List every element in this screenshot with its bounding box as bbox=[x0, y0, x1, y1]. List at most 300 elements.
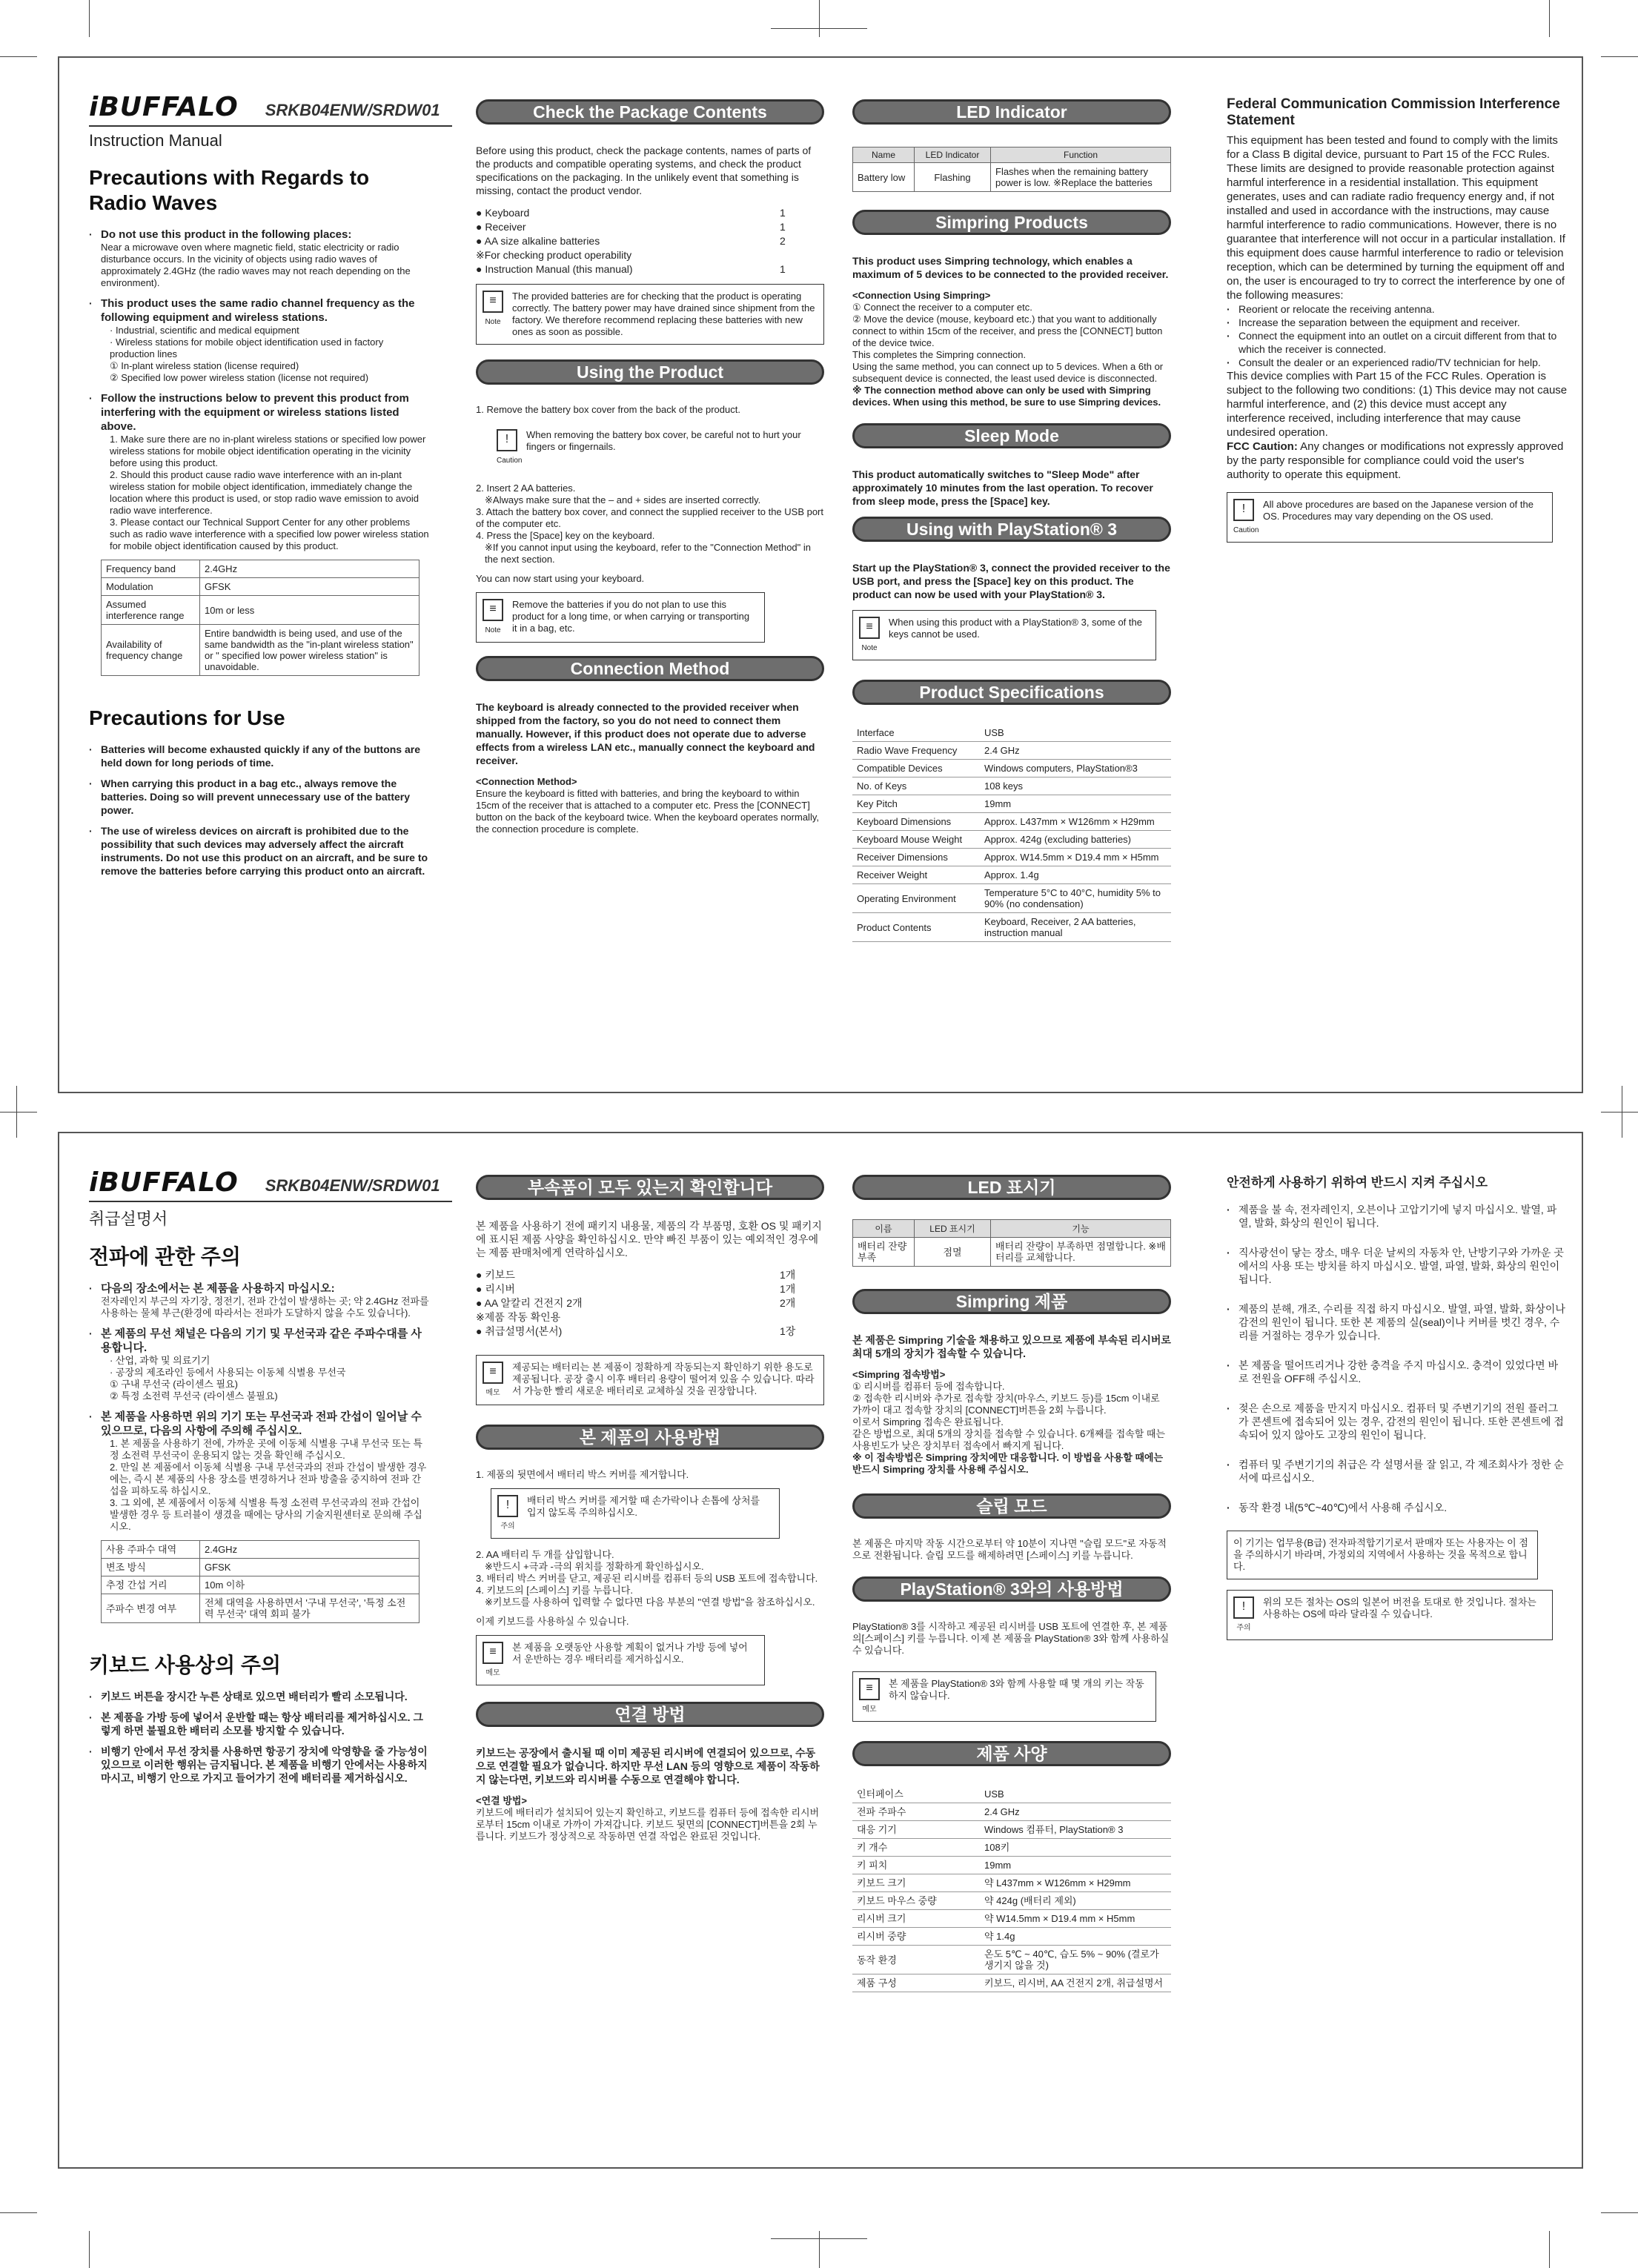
spec-value: 약 W14.5mm × D19.4 mm × H5mm bbox=[980, 1910, 1171, 1928]
package-item-name: ● Keyboard bbox=[476, 207, 530, 219]
spec-row bbox=[852, 813, 1171, 831]
radio-subitem: 2. 만일 본 제품에서 이동체 식별용 구내 무선국과의 전파 간섭이 발생한 경우에는, 즉시 본 제품의 사용 장소를 변경하거나 전파 방출을 중지하여 전파 간섭을 피하도록 하십시오. bbox=[110, 1462, 427, 1496]
package-item-qty bbox=[780, 248, 824, 262]
radio-spec-table bbox=[101, 1540, 420, 1623]
package-note-box bbox=[476, 1355, 824, 1405]
ko-column-4 bbox=[1227, 1175, 1568, 2152]
table-cell: GFSK bbox=[200, 1559, 420, 1576]
led-table bbox=[852, 147, 1171, 192]
korean-sheet bbox=[58, 1132, 1583, 2169]
simpring-step: Using the same method, you can connect up to 5 devices. When a 6th or subsequent device is connected, the least used device is disconnected. bbox=[852, 361, 1164, 384]
radio-subitem: · Wireless stations for mobile object identification used in factory production lines bbox=[110, 336, 384, 359]
ps3-note-box bbox=[852, 610, 1156, 660]
package-item-name: ※제품 작동 확인용 bbox=[476, 1311, 561, 1323]
package-intro: Before using this product, check the package contents, names of parts of the products and compatible operating systems, and check the product specifications on the packaging. In the unlikely event that something is missing, contact the product vendor. bbox=[476, 145, 812, 196]
simpring-step: ① Connect the receiver to a computer etc. bbox=[852, 302, 1032, 313]
table-cell: 배터리 잔량 부족 bbox=[853, 1238, 915, 1267]
spec-row bbox=[852, 777, 1171, 795]
spec-row bbox=[852, 1974, 1171, 1992]
crop-mark bbox=[1549, 0, 1550, 37]
simpring-step: 같은 방법으로, 최대 5개의 장치를 접속할 수 있습니다. 6개째를 접속할 때는 사용빈도가 낮은 장치부터 접속에서 빠지게 됩니다. bbox=[852, 1428, 1165, 1451]
radio-subitem: · Industrial, scientific and medical equipment bbox=[110, 325, 299, 336]
spec-label: Radio Wave Frequency bbox=[852, 742, 980, 760]
table-cell: Flashes when the remaining battery power is low. ※Replace the batteries bbox=[991, 163, 1171, 192]
package-item-qty: 1 bbox=[780, 207, 786, 219]
table-cell: 배터리 잔량이 부족하면 점멸합니다. ※배터리를 교체합니다. bbox=[991, 1238, 1171, 1267]
spec-row bbox=[852, 1946, 1171, 1974]
spec-row bbox=[852, 849, 1171, 866]
package-item bbox=[476, 206, 824, 220]
ps3-note-text: When using this product with a PlayStation® 3, some of the keys cannot be used. bbox=[889, 617, 1142, 640]
spec-value: 키보드, 리시버, AA 건전지 2개, 취급설명서 bbox=[980, 1974, 1171, 1992]
connection-bold-text: 키보드는 공장에서 출시될 때 이미 제공된 리시버에 연결되어 있으므로, 수동으로 연결할 필요가 없습니다. 하지만 무선 LAN 등의 영향으로 제품이 작동하지 않는다면, 키보드와 리시버를 수동으로 연결해야 합니다. bbox=[476, 1747, 820, 1785]
radio-section bbox=[80, 1244, 430, 1623]
spec-value: 19mm bbox=[980, 1857, 1171, 1874]
simpring-bold-text: 본 제품은 Simpring 기술을 채용하고 있으므로 제품에 부속된 리시버로 최대 5개의 장치가 접속할 수 있습니다. bbox=[852, 1334, 1171, 1359]
spec-value: Approx. L437mm × W126mm × H29mm bbox=[980, 813, 1171, 831]
table-row bbox=[102, 596, 420, 625]
radio-subitem: 2. Should this product cause radio wave interference with an in-plant wireless station for mobile object identification, immediately change the location where this product is used, or stop radio wave emission to avoid radio wave interference. bbox=[110, 469, 419, 516]
table-header: 기능 bbox=[991, 1220, 1171, 1238]
radio-subitem: ② Specified low power wireless station (license not required) bbox=[110, 372, 369, 383]
note-icon: ≡ Note bbox=[483, 291, 503, 338]
ko-column-2 bbox=[476, 1175, 824, 2152]
use-section bbox=[80, 1653, 430, 1785]
using-note-box bbox=[476, 1635, 765, 1685]
use-item: · 키보드 버튼을 장시간 누른 상태로 있으면 배터리가 빨리 소모됩니다. bbox=[89, 1690, 430, 1703]
using-caution-box bbox=[491, 1488, 780, 1539]
spec-value: 온도 5℃ ~ 40℃, 습도 5% ~ 90% (결로가 생기지 않을 것) bbox=[980, 1946, 1171, 1974]
spec-row bbox=[852, 795, 1171, 813]
ko-column-3 bbox=[852, 1175, 1171, 2152]
led-banner: LED 표시기 bbox=[852, 1175, 1171, 1200]
fcc-title: Federal Communication Commission Interference Statement bbox=[1227, 96, 1560, 128]
package-note-text: 제공되는 배터리는 본 제품이 정확하게 작동되는지 확인하기 위한 용도로 제공됩니다. 공장 출시 이후 배터리 용량이 떨어져 있을 수 있습니다. 따라서 가능한 빨리 새로운 배터리로 교체하실 것을 권장합니다. bbox=[512, 1362, 815, 1396]
package-item bbox=[476, 1282, 824, 1296]
table-cell: Flashing bbox=[915, 163, 991, 192]
using-step-note: ※반드시 +극과 -극의 위치를 정확하게 확인하십시오. bbox=[485, 1561, 704, 1572]
note-icon: ≡ Note bbox=[483, 599, 503, 636]
package-item bbox=[476, 1310, 824, 1324]
using-caution-text: When removing the battery box cover, be careful not to hurt your fingers or fingernails. bbox=[526, 429, 801, 452]
radio-item bbox=[89, 1327, 430, 1402]
fcc-measure: · Reorient or relocate the receiving antenna. bbox=[1227, 302, 1568, 316]
crop-mark bbox=[771, 2238, 867, 2239]
table-header: 이름 bbox=[853, 1220, 915, 1238]
table-row bbox=[102, 625, 420, 676]
spec-row bbox=[852, 1785, 1171, 1803]
ps3-banner: Using with PlayStation® 3 bbox=[852, 517, 1171, 542]
ps3-text: PlayStation® 3를 시작하고 제공된 리시버를 USB 포트에 연결한 후, 본 제품의[스페이스] 키를 누릅니다. 이제 본 제품을 PlayStation® 3와 함께 사용하실 수 있습니다. bbox=[852, 1621, 1170, 1656]
crop-mark bbox=[771, 28, 867, 29]
radio-item-text: 전자레인지 부근의 자기장, 정전기, 전파 간섭이 발생하는 곳; 약 2.4GHz 전파를 사용하는 물체 부근(환경에 따라서는 전파가 도달하지 않을 수도 있습니다). bbox=[101, 1296, 429, 1319]
note-icon: ≡ 메모 bbox=[483, 1642, 503, 1679]
ko-column-1 bbox=[80, 1167, 465, 2152]
radio-title: Precautions with Regards to Radio Waves bbox=[89, 166, 370, 214]
simpring-step: ① 리시버를 컴퓨터 등에 접속합니다. bbox=[852, 1381, 1005, 1392]
ps3-text: Start up the PlayStation® 3, connect the provided receiver to the USB port, and press the [Space] key on this product. The product can now be used with your PlayStation® 3. bbox=[852, 562, 1170, 600]
en-column-3 bbox=[852, 99, 1171, 1077]
package-item bbox=[476, 1296, 824, 1310]
header-rule bbox=[89, 1201, 452, 1202]
radio-item-heading: · 본 제품의 무선 채널은 다음의 기기 및 무선국과 같은 주파수대를 사용합니다. bbox=[101, 1327, 422, 1354]
crop-mark bbox=[1601, 1112, 1638, 1113]
radio-item-heading: · This product uses the same radio channel frequency as the following equipment and wireless stations. bbox=[101, 297, 415, 324]
package-item-qty bbox=[780, 1310, 824, 1324]
radio-item-heading: · 본 제품을 사용하면 위의 기기 또는 무선국과 전파 간섭이 일어날 수 있으므로, 다음의 사항에 주의해 주십시오. bbox=[101, 1410, 422, 1437]
using-step-note: ※Always make sure that the – and + sides are inserted correctly. bbox=[485, 494, 761, 505]
spec-banner: 제품 사양 bbox=[852, 1741, 1171, 1766]
package-item-qty: 2 bbox=[780, 235, 786, 247]
table-row bbox=[853, 1220, 1171, 1238]
package-item-qty: 1개 bbox=[780, 1283, 796, 1295]
package-note-box bbox=[476, 284, 824, 345]
safety-item: · 컴퓨터 및 주변기기의 취급은 각 설명서를 잘 읽고, 각 제조회사가 정한 순서에 따르십시오. bbox=[1227, 1458, 1568, 1485]
radio-subitem: 3. 그 외에, 본 제품에서 이동체 식별용 특정 소전력 무선국과의 전파 간섭이 발생한 경우 등 트러블이 생겼을 때에는 당사의 기술지원센터로 문의해 주십시오. bbox=[110, 1497, 422, 1532]
spec-value: 약 424g (배터리 제외) bbox=[980, 1892, 1171, 1910]
led-banner: LED Indicator bbox=[852, 99, 1171, 125]
package-list bbox=[476, 206, 824, 276]
fcc-caution-label: FCC Caution: bbox=[1227, 440, 1298, 453]
spec-value: Approx. W14.5mm × D19.4 mm × H5mm bbox=[980, 849, 1171, 866]
crop-mark bbox=[0, 2212, 37, 2213]
package-item-name: ● Instruction Manual (this manual) bbox=[476, 263, 633, 275]
radio-spec-table bbox=[101, 560, 420, 676]
spec-row bbox=[852, 1892, 1171, 1910]
table-row bbox=[102, 578, 420, 596]
table-cell: 2.4GHz bbox=[200, 560, 420, 578]
radio-subitem: ① 구내 무선국 (라이센스 필요) bbox=[110, 1379, 238, 1390]
package-item-qty: 1 bbox=[780, 221, 786, 233]
spec-label: Keyboard Dimensions bbox=[852, 813, 980, 831]
using-caution-text: 배터리 박스 커버를 제거할 때 손가락이나 손톱에 상처를 입지 않도록 주의하십시오. bbox=[527, 1495, 760, 1518]
spec-row bbox=[852, 724, 1171, 742]
table-cell: Battery low bbox=[853, 163, 915, 192]
table-cell: Modulation bbox=[102, 578, 200, 596]
package-item-qty: 1장 bbox=[780, 1325, 796, 1337]
radio-item-heading: · 다음의 장소에서는 본 제품을 사용하지 마십시오: bbox=[101, 1282, 335, 1295]
table-row bbox=[853, 163, 1171, 192]
crop-mark bbox=[819, 0, 820, 37]
spec-label: 키보드 마우스 중량 bbox=[852, 1892, 980, 1910]
fcc-measure: · Consult the dealer or an experienced radio/TV technician for help. bbox=[1227, 356, 1568, 369]
spec-value: 약 L437mm × W126mm × H29mm bbox=[980, 1874, 1171, 1892]
connection-text: 키보드에 배터리가 설치되어 있는지 확인하고, 키보드를 컴퓨터 등에 접속한 리시버로부터 15cm 이내로 가까이 가져갑니다. 키보드 뒷면의 [CONNECT]버튼을 2회 누릅니다. 키보드가 정상적으로 작동하면 연결 작업은 완료된 것입니다. bbox=[476, 1807, 820, 1842]
table-header: Name bbox=[853, 147, 915, 163]
radio-subitem: 1. 본 제품을 사용하기 전에, 가까운 곳에 이동체 식별용 구내 무선국 또는 특정 소전력 무선국이 운용되지 않는 것을 확인해 주십시오. bbox=[110, 1438, 422, 1461]
package-item-name: ※For checking product operability bbox=[476, 249, 632, 261]
note-icon: ≡ 메모 bbox=[859, 1678, 880, 1715]
spec-value: 19mm bbox=[980, 795, 1171, 813]
spec-label: Compatible Devices bbox=[852, 760, 980, 777]
table-cell: Frequency band bbox=[102, 560, 200, 578]
radio-subitem: ① In-plant wireless station (license required) bbox=[110, 360, 299, 371]
use-item: · 본 제품을 가방 등에 넣어서 운반할 때는 항상 배터리를 제거하십시오. 그렇게 하면 불필요한 배터리 소모를 방지할 수 있습니다. bbox=[89, 1711, 430, 1737]
package-item-name: ● AA size alkaline batteries bbox=[476, 235, 600, 247]
os-caution-box bbox=[1227, 1590, 1553, 1640]
table-cell: 추정 간섭 거리 bbox=[102, 1576, 200, 1594]
caution-icon: ! 주의 bbox=[1233, 1596, 1254, 1634]
radio-item-heading: · Do not use this product in the following places: bbox=[101, 228, 352, 241]
package-item bbox=[476, 234, 824, 248]
table-row bbox=[102, 1594, 420, 1623]
spec-row bbox=[852, 1839, 1171, 1857]
crop-mark bbox=[89, 0, 90, 37]
package-item bbox=[476, 1268, 824, 1282]
fcc-caution-paragraph bbox=[1227, 440, 1568, 482]
radio-item-heading: · Follow the instructions below to prevent this product from interfering with the equipment or wireless stations listed above. bbox=[101, 392, 409, 433]
spec-row bbox=[852, 1857, 1171, 1874]
spec-label: Product Contents bbox=[852, 913, 980, 942]
table-cell: Availability of frequency change bbox=[102, 625, 200, 676]
connection-bold-text: The keyboard is already connected to the provided receiver when shipped from the factory, so you do not need to connect them manually. However, if this product does not operate due to adverse effects from a wireless LAN etc., manually connect the keyboard and receiver. bbox=[476, 701, 815, 766]
safety-item: · 젖은 손으로 제품을 만지지 마십시오. 컴퓨터 및 주변기기의 전원 플러그가 콘센트에 접속되어 있는 경우, 감전의 원인이 됩니다. 또한 콘센트에 접속되어 있지 않아도 고장의 원인이 됩니다. bbox=[1227, 1402, 1568, 1442]
table-cell: Entire bandwidth is being used, and use of the same bandwidth as the "in-plant wireless station" or " specified low power wireless station" is unavoidable. bbox=[200, 625, 420, 676]
spec-banner: Product Specifications bbox=[852, 680, 1171, 705]
spec-row bbox=[852, 831, 1171, 849]
header-rule bbox=[89, 125, 452, 127]
connection-subheading: <Connection Method> bbox=[476, 776, 577, 787]
connection-subheading: <연결 방법> bbox=[476, 1795, 528, 1806]
buffalo-logo: iBUFFALO bbox=[89, 1167, 239, 1198]
spec-label: 인터페이스 bbox=[852, 1785, 980, 1803]
safety-item: · 제품의 분해, 개조, 수리를 직접 하지 마십시오. 발열, 파열, 발화, 화상이나 감전의 원인이 됩니다. 또한 본 제품의 실(seal)이나 커버를 벗긴 경우, 수리를 거절하는 경우가 있습니다. bbox=[1227, 1302, 1568, 1342]
table-cell: 변조 방식 bbox=[102, 1559, 200, 1576]
crop-mark bbox=[0, 1112, 37, 1113]
table-header: LED Indicator bbox=[915, 147, 991, 163]
using-note-text: Remove the batteries if you do not plan to use this product for a long time, or when carrying or transporting it in a bag, etc. bbox=[512, 599, 750, 634]
radio-item bbox=[89, 391, 430, 552]
sleep-banner: 슬립 모드 bbox=[852, 1493, 1171, 1519]
safety-info-box bbox=[1227, 1531, 1538, 1579]
ps3-banner: PlayStation® 3와의 사용방법 bbox=[852, 1576, 1171, 1602]
package-item bbox=[476, 220, 824, 234]
using-caution-box bbox=[491, 423, 824, 472]
radio-title: 전파에 관한 주의 bbox=[89, 1245, 241, 1268]
using-step: 3. Attach the battery box cover, and connect the supplied receiver to the USB port of the computer etc. bbox=[476, 506, 824, 529]
package-intro: 본 제품을 사용하기 전에 패키지 내용물, 제품의 각 부품명, 호환 OS 및 패키지에 표시된 제품 사양을 확인하십시오. 만약 빠진 부품이 있는 예외적인 경우에는 제품 판매처에게 연락하십시오. bbox=[476, 1220, 822, 1259]
spec-value: USB bbox=[980, 1785, 1171, 1803]
safety-item: · 본 제품을 떨어뜨리거나 강한 충격을 주지 마십시오. 충격이 있었다면 바로 전원을 OFF해 주십시오. bbox=[1227, 1359, 1568, 1385]
spec-label: Key Pitch bbox=[852, 795, 980, 813]
using-note-box bbox=[476, 592, 765, 643]
radio-subitem: ② 특정 소전력 무선국 (라이센스 불필요) bbox=[110, 1390, 278, 1402]
caution-icon: ! Caution bbox=[1233, 499, 1254, 536]
using-step: 2. Insert 2 AA batteries. bbox=[476, 483, 576, 494]
spec-row bbox=[852, 866, 1171, 884]
package-item-qty: 2개 bbox=[780, 1297, 796, 1309]
crop-mark bbox=[819, 2231, 820, 2268]
spec-table bbox=[852, 724, 1171, 942]
spec-row bbox=[852, 742, 1171, 760]
use-section bbox=[80, 706, 430, 878]
english-sheet bbox=[58, 56, 1583, 1093]
radio-subitem: · 산업, 과학 및 의료기기 bbox=[110, 1355, 210, 1366]
using-banner: 본 제품의 사용방법 bbox=[476, 1425, 824, 1450]
table-cell: GFSK bbox=[200, 578, 420, 596]
spec-row bbox=[852, 1821, 1171, 1839]
radio-item bbox=[89, 228, 430, 289]
buffalo-logo: iBUFFALO bbox=[89, 92, 239, 122]
brand-header bbox=[89, 1167, 465, 1198]
simpring-step: ※ 이 접속방법은 Simpring 장치에만 대응합니다. 이 방법을 사용할 때에는 반드시 Simpring 장치를 사용해 주십시오. bbox=[852, 1452, 1164, 1475]
use-item: · 비행기 안에서 무선 장치를 사용하면 항공기 장치에 악영향을 줄 가능성이 있으므로 이러한 행위는 금지됩니다. 본 제품을 비행기 안에서는 사용하지 마시고, 비행기 안으로 가지고 들어가기 전에 배터리를 제거하십시오. bbox=[89, 1745, 430, 1785]
crop-mark bbox=[16, 1086, 17, 1138]
table-cell: Assumed interference range bbox=[102, 596, 200, 625]
use-item: · When carrying this product in a bag etc., always remove the batteries. Doing so will prevent unnecessary use of the battery power. bbox=[89, 777, 430, 817]
simpring-step: ② 접속한 리시버와 추가로 접속할 장치(마우스, 키보드 등)를 15cm 이내로 가까이 대고 접속할 장치의 [CONNECT]버튼을 2회 누릅니다. bbox=[852, 1393, 1160, 1416]
spec-row bbox=[852, 760, 1171, 777]
spec-label: Interface bbox=[852, 724, 980, 742]
package-item bbox=[476, 1324, 824, 1339]
package-list bbox=[476, 1268, 824, 1339]
package-item-name: ● 리시버 bbox=[476, 1283, 515, 1295]
os-caution-text: 위의 모든 절차는 OS의 일본어 버전을 토대로 한 것입니다. 절차는 사용하는 OS에 따라 달라질 수 있습니다. bbox=[1263, 1596, 1536, 1619]
ps3-note-text: 본 제품을 PlayStation® 3와 함께 사용할 때 몇 개의 키는 작동하지 않습니다. bbox=[889, 1678, 1144, 1701]
caution-icon: ! Caution bbox=[497, 429, 517, 466]
simpring-banner: Simpring Products bbox=[852, 210, 1171, 235]
spec-value: 2.4 GHz bbox=[980, 742, 1171, 760]
table-row bbox=[853, 1238, 1171, 1267]
spec-label: 리시버 중량 bbox=[852, 1928, 980, 1946]
table-cell: 점멸 bbox=[915, 1238, 991, 1267]
spec-label: Receiver Weight bbox=[852, 866, 980, 884]
table-row bbox=[853, 147, 1171, 163]
simpring-subheading: <Simpring 접속방법> bbox=[852, 1369, 946, 1380]
connection-banner: Connection Method bbox=[476, 656, 824, 681]
simpring-banner: Simpring 제품 bbox=[852, 1289, 1171, 1314]
package-item bbox=[476, 248, 824, 262]
spec-value: Windows 컴퓨터, PlayStation® 3 bbox=[980, 1821, 1171, 1839]
en-column-1 bbox=[80, 92, 465, 1077]
fcc-measure: · Increase the separation between the equipment and receiver. bbox=[1227, 316, 1568, 329]
en-column-4 bbox=[1227, 96, 1568, 1077]
simpring-step: ※ The connection method above can only be used with Simpring devices. When using this method, be sure to use Simpring devices. bbox=[852, 385, 1161, 408]
table-cell: 2.4GHz bbox=[200, 1541, 420, 1559]
using-note-text: 본 제품을 오랫동안 사용할 계획이 없거나 가방 등에 넣어서 운반하는 경우 배터리를 제거하십시오. bbox=[512, 1642, 748, 1665]
spec-label: Operating Environment bbox=[852, 884, 980, 913]
table-row bbox=[102, 1576, 420, 1594]
crop-mark bbox=[1601, 2212, 1638, 2213]
crop-mark bbox=[1549, 2231, 1550, 2268]
spec-label: 리시버 크기 bbox=[852, 1910, 980, 1928]
table-header: Function bbox=[991, 147, 1171, 163]
spec-value: Approx. 1.4g bbox=[980, 866, 1171, 884]
crop-mark bbox=[0, 56, 37, 57]
spec-row bbox=[852, 884, 1171, 913]
using-step-note: ※키보드를 사용하여 입력할 수 없다면 다음 부분의 "연결 방법"을 참조하십시오. bbox=[485, 1596, 815, 1608]
spec-label: 키 피치 bbox=[852, 1857, 980, 1874]
table-row bbox=[102, 1559, 420, 1576]
using-step: 4. 키보드의 [스페이스] 키를 누릅니다. bbox=[476, 1585, 633, 1596]
radio-section bbox=[80, 165, 430, 676]
spec-value: Temperature 5°C to 40°C, humidity 5% to 90% (no condensation) bbox=[980, 884, 1171, 913]
spec-value: 108 keys bbox=[980, 777, 1171, 795]
safety-item: · 직사광선이 닿는 장소, 매우 더운 날씨의 자동차 안, 난방기구와 가까운 곳에서의 사용 또는 방치를 하지 마십시오. 발열, 파열, 발화, 화상의 원인이 됩니다. bbox=[1227, 1246, 1568, 1286]
spec-label: 동작 환경 bbox=[852, 1946, 980, 1974]
spec-label: 제품 구성 bbox=[852, 1974, 980, 1992]
package-item-name: ● 키보드 bbox=[476, 1269, 515, 1281]
fcc-caution-text: Any changes or modifications not expressly approved by the party responsible for compliance could void the user's authority to operate this equipment. bbox=[1227, 440, 1564, 481]
table-cell: 사용 주파수 대역 bbox=[102, 1541, 200, 1559]
spec-row bbox=[852, 913, 1171, 942]
spec-value: Keyboard, Receiver, 2 AA batteries, instruction manual bbox=[980, 913, 1171, 942]
safety-item: · 동작 환경 내(5℃~40℃)에서 사용해 주십시오. bbox=[1227, 1501, 1568, 1514]
radio-item bbox=[89, 1410, 430, 1533]
sleep-text: This product automatically switches to "Sleep Mode" after approximately 10 minutes from the last operation. To recover from sleep mode, press the [Space] key. bbox=[852, 468, 1153, 507]
radio-subitem: 1. Make sure there are no in-plant wireless stations or specified low power wireless stations for mobile object identification operating in the vicinity before using this product. bbox=[110, 434, 426, 468]
model-number: SRKB04ENW/SRDW01 bbox=[265, 101, 440, 119]
brand-header bbox=[89, 92, 465, 122]
package-item bbox=[476, 262, 824, 276]
spec-label: Keyboard Mouse Weight bbox=[852, 831, 980, 849]
simpring-step: ② Move the device (mouse, keyboard etc.) that you want to additionally connect to within 15cm of the receiver, and press the [CONNECT] button of the device twice. bbox=[852, 314, 1163, 348]
spec-row bbox=[852, 1874, 1171, 1892]
radio-item bbox=[89, 1281, 430, 1319]
spec-value: Windows computers, PlayStation®3 bbox=[980, 760, 1171, 777]
package-item-qty: 1개 bbox=[780, 1269, 796, 1281]
use-item: · The use of wireless devices on aircraft is prohibited due to the possibility that such devices may adversely affect the aircraft instruments. Do not use this product on an aircraft, and be sure to remove the batteries before carrying this product onto an aircraft. bbox=[89, 824, 430, 878]
using-step: 3. 배터리 박스 커버를 닫고, 제공된 리시버를 컴퓨터 등의 USB 포트에 접속합니다. bbox=[476, 1573, 818, 1584]
spec-label: 키보드 크기 bbox=[852, 1874, 980, 1892]
spec-label: 전파 주파수 bbox=[852, 1803, 980, 1821]
use-title: Precautions for Use bbox=[89, 706, 285, 729]
crop-mark bbox=[1601, 56, 1638, 57]
radio-item bbox=[89, 296, 430, 384]
use-title: 키보드 사용상의 주의 bbox=[89, 1654, 281, 1677]
spec-value: 2.4 GHz bbox=[980, 1803, 1171, 1821]
spec-value: 약 1.4g bbox=[980, 1928, 1171, 1946]
using-step-note: ※If you cannot input using the keyboard, refer to the "Connection Method" in the next section. bbox=[485, 542, 812, 565]
caution-icon: ! 주의 bbox=[497, 1495, 518, 1532]
using-banner: Using the Product bbox=[476, 359, 824, 385]
using-step: 2. AA 배터리 두 개를 삽입합니다. bbox=[476, 1549, 614, 1560]
using-step: 1. 제품의 뒷면에서 배터리 박스 커버를 제거합니다. bbox=[476, 1469, 689, 1480]
fcc-measure: · Connect the equipment into an outlet on a circuit different from that to which the receiver is connected. bbox=[1227, 329, 1568, 356]
safety-title: 안전하게 사용하기 위하여 반드시 지켜 주십시오 bbox=[1227, 1176, 1488, 1190]
table-row bbox=[102, 560, 420, 578]
connection-banner: 연결 방법 bbox=[476, 1702, 824, 1727]
os-caution-box bbox=[1227, 492, 1553, 543]
spec-row bbox=[852, 1928, 1171, 1946]
safety-list bbox=[1227, 1203, 1568, 1514]
using-step: 1. Remove the battery box cover from the back of the product. bbox=[476, 404, 740, 415]
model-number: SRKB04ENW/SRDW01 bbox=[265, 1176, 440, 1195]
spec-label: Receiver Dimensions bbox=[852, 849, 980, 866]
simpring-step: 이로서 Simpring 접속은 완료됩니다. bbox=[852, 1416, 1004, 1428]
document-subtitle: Instruction Manual bbox=[89, 131, 222, 150]
package-banner: 부속품이 모두 있는지 확인합니다 bbox=[476, 1175, 824, 1200]
package-item-name: ● 취급설명서(본서) bbox=[476, 1325, 563, 1337]
crop-mark bbox=[89, 2231, 90, 2268]
package-banner: Check the Package Contents bbox=[476, 99, 824, 125]
package-item-name: ● AA 알칼리 건전지 2개 bbox=[476, 1297, 583, 1309]
radio-item-text: Near a microwave oven where magnetic field, static electricity or radio disturbance occurs. In the vicinity of objects using radio waves of approximately 2.4GHz (the radio waves may not reach depending on the environment). bbox=[101, 242, 411, 288]
spec-label: 대응 기기 bbox=[852, 1821, 980, 1839]
spec-value: USB bbox=[980, 724, 1171, 742]
using-step: You can now start using your keyboard. bbox=[476, 573, 645, 584]
using-step: 이제 키보드를 사용하실 수 있습니다. bbox=[476, 1616, 629, 1627]
note-icon: ≡ 메모 bbox=[483, 1362, 503, 1399]
simpring-bold-text: This product uses Simpring technology, which enables a maximum of 5 devices to be connected to the provided receiver. bbox=[852, 255, 1169, 280]
using-step: 4. Press the [Space] key on the keyboard. bbox=[476, 530, 655, 541]
safety-info-text: 이 기기는 업무용(B급) 전자파적합기기로서 판매자 또는 사용자는 이 점을 주의하시기 바라며, 가정외의 지역에서 사용하는 것을 목적으로 합니다. bbox=[1233, 1537, 1528, 1572]
table-row bbox=[102, 1541, 420, 1559]
fcc-paragraph: This equipment has been tested and found to comply with the limits for a Class B digital device, pursuant to Part 15 of the FCC Rules. These limits are designed to provide reasonable protection against harmful interference in a residential installation. This equipment generates, uses and can radiate radio frequency energy and, if not installed and used in accordance with the instructions, may cause harmful interference to radio communications. However, there is no guarantee that interference will not occur in a particular installation. If this equipment does cause harmful interference to radio or television reception, which can be determined by turning the equipment off and on, the user is encouraged to try to correct the interference by one of the following measures: bbox=[1227, 134, 1565, 302]
safety-item: · 제품을 불 속, 전자레인지, 오븐이나 고압기기에 넣지 마십시오. 발열, 파열, 발화, 화상의 원인이 됩니다. bbox=[1227, 1203, 1568, 1230]
package-item-name: ● Receiver bbox=[476, 221, 526, 233]
table-header: LED 표시기 bbox=[915, 1220, 991, 1238]
